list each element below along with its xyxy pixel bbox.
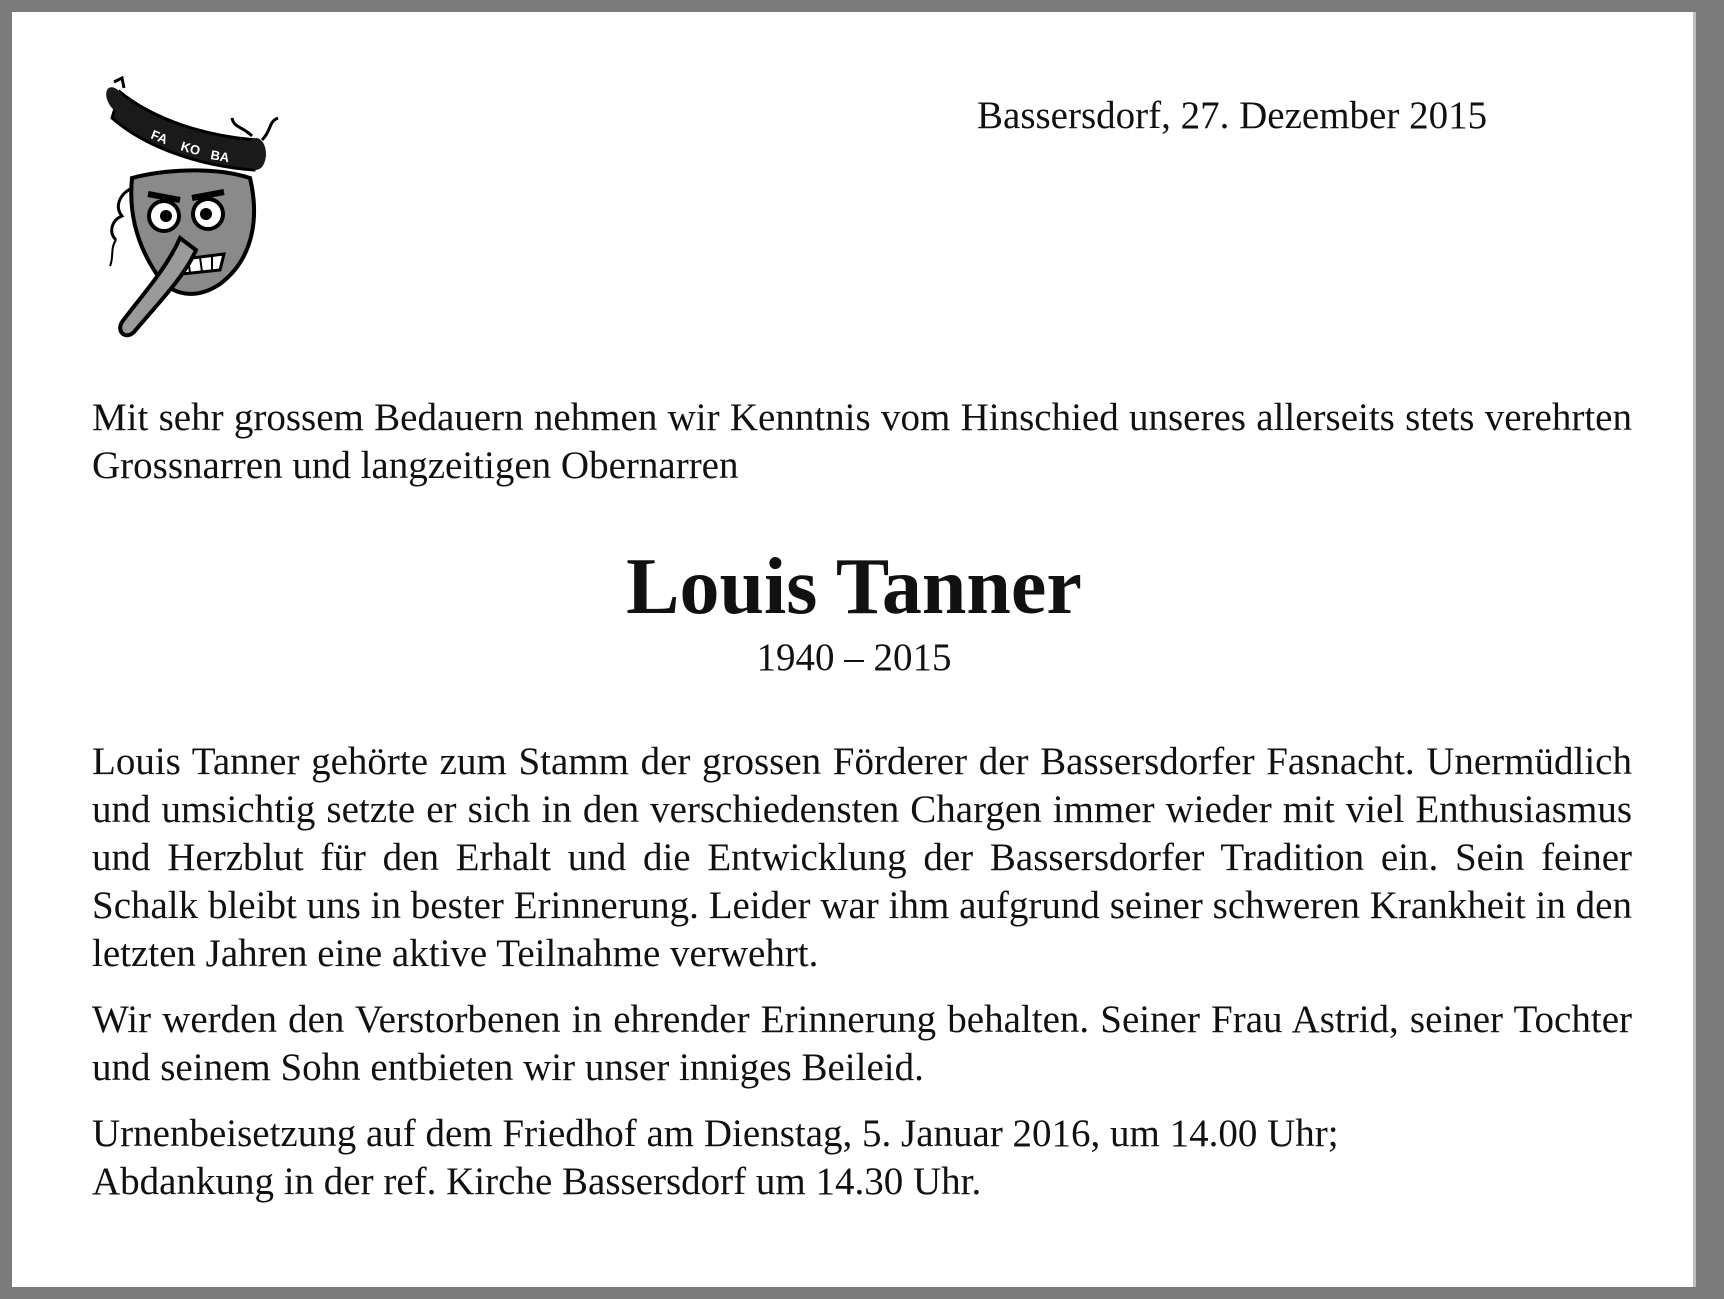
life-years: 1940 – 2015 <box>756 636 952 679</box>
funeral-info <box>92 1110 1632 1206</box>
obituary-page <box>12 12 1696 1287</box>
funeral-burial-line: Urnenbeisetzung auf dem Friedhof am Dienstag, 5. Januar 2016, um 14.00 Uhr; <box>92 1112 1339 1155</box>
svg-text:BA: BA <box>209 147 231 166</box>
carnival-mask-logo-icon <box>92 70 292 340</box>
place-and-date: Bassersdorf, 27. Dezember 2015 <box>977 94 1488 137</box>
intro-text: Mit sehr grossem Bedauern nehmen wir Kenntnis vom Hinschied unseres allerseits stets verehrten Grossnarren und langzeitigen Obernarren <box>92 396 1632 487</box>
tribute-paragraph: Louis Tanner gehörte zum Stamm der grossen Förderer der Bassersdorfer Fasnacht. Unermüdlich und umsichtig setzte er sich in den verschiedensten Chargen immer wieder mit viel Enthusiasmus und Herzblut für den Erhalt und die Entwicklung der Bassersdorfer Tradition ein. Sein feiner Schalk bleibt uns in bester Erinnerung. Leider war ihm aufgrund seiner schweren Krankheit in den letzten Jahren eine aktive Teilnahme verwehrt. <box>92 740 1632 975</box>
svg-text:KO: KO <box>179 138 203 159</box>
condolence-paragraph: Wir werden den Verstorbenen in ehrender Erinnerung behalten. Seiner Frau Astrid, seiner Tochter und seinem Sohn entbieten wir unser inniges Beileid. <box>92 998 1632 1089</box>
obituary-body <box>92 738 1632 1224</box>
funeral-service-line: Abdankung in der ref. Kirche Bassersdorf um 14.30 Uhr. <box>92 1160 982 1203</box>
deceased-name: Louis Tanner <box>626 543 1082 631</box>
svg-text:FA: FA <box>148 126 170 148</box>
